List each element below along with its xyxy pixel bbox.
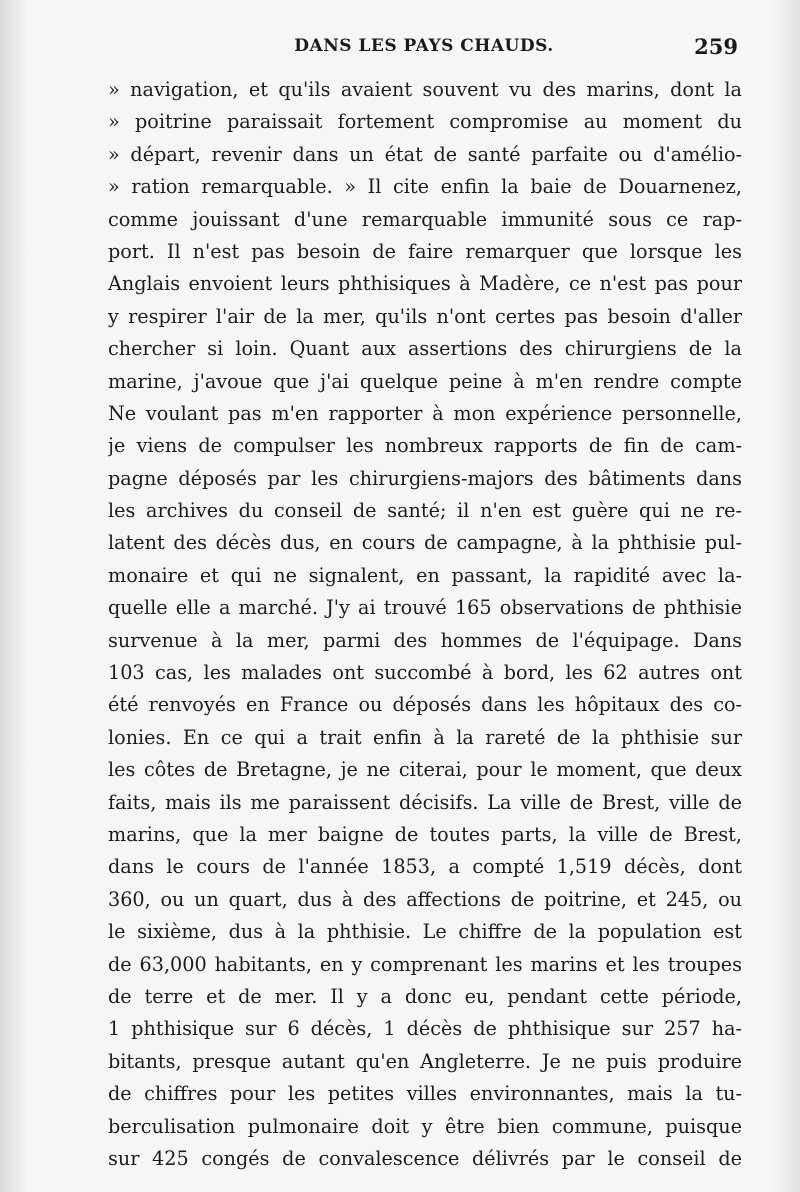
text-line: berculisation pulmonaire doit y être bien commune, puisque <box>108 1114 742 1138</box>
text-line: 103 cas, les malades ont succombé à bord, les 62 autres ont <box>108 661 742 685</box>
text-line: les côtes de Bretagne, je ne citerai, pour le moment, que deux <box>108 758 742 782</box>
text-line: sur 425 congés de convalescence délivrés par le conseil de <box>108 1146 742 1170</box>
page-header <box>108 36 740 66</box>
text-line: » ration remarquable. » Il cite enfin la baie de Douarnenez, <box>108 175 742 199</box>
text-line: monaire et qui ne signalent, en passant, la rapidité avec la- <box>108 563 742 587</box>
page-number: 259 <box>694 34 738 59</box>
text-line: Ne voulant pas m'en rapporter à mon expérience personnelle, <box>108 401 742 425</box>
text-line: y respirer l'air de la mer, qu'ils n'ont certes pas besoin d'aller <box>108 304 742 328</box>
text-line: lonies. En ce qui a trait enfin à la rareté de la phthisie sur <box>108 725 742 749</box>
body-text <box>108 74 742 1175</box>
text-line: comme jouissant d'une remarquable immunité sous ce rap- <box>108 207 742 231</box>
text-line: faits, mais ils me paraissent décisifs. La ville de Brest, ville de <box>108 790 742 814</box>
text-line: bitants, presque autant qu'en Angleterre. Je ne puis produire <box>108 1049 742 1073</box>
text-line: le sixième, dus à la phthisie. Le chiffre de la population est <box>108 920 742 944</box>
text-line: été renvoyés en France ou déposés dans les hôpitaux des co- <box>108 693 742 717</box>
text-line: latent des décès dus, en cours de campagne, à la phthisie pul- <box>108 531 742 555</box>
running-title: DANS LES PAYS CHAUDS. <box>294 36 554 56</box>
text-line: de chiffres pour les petites villes environnantes, mais la tu- <box>108 1082 742 1106</box>
text-line: port. Il n'est pas besoin de faire remarquer que lorsque les <box>108 239 742 263</box>
text-line: 1 phthisique sur 6 décès, 1 décès de phthisique sur 257 ha- <box>108 1017 742 1041</box>
text-line: 360, ou un quart, dus à des affections de poitrine, et 245, ou <box>108 887 742 911</box>
text-line: je viens de compulser les nombreux rapports de fin de cam- <box>108 434 742 458</box>
text-line: pagne déposés par les chirurgiens-majors des bâtiments dans <box>108 466 742 490</box>
text-line: chercher si loin. Quant aux assertions des chirurgiens de la <box>108 337 742 361</box>
text-line: de 63,000 habitants, en y comprenant les marins et les troupes <box>108 952 742 976</box>
text-line: » départ, revenir dans un état de santé parfaite ou d'amélio- <box>108 142 742 166</box>
text-line: » poitrine paraissait fortement compromise au moment du <box>108 110 742 134</box>
text-line: marine, j'avoue que j'ai quelque peine à m'en rendre compte <box>108 369 742 393</box>
text-line: dans le cours de l'année 1853, a compté 1,519 décès, dont <box>108 855 742 879</box>
text-line: quelle elle a marché. J'y ai trouvé 165 observations de phthisie <box>108 596 742 620</box>
text-line: les archives du conseil de santé; il n'en est guère qui ne re- <box>108 499 742 523</box>
text-line: marins, que la mer baigne de toutes parts, la ville de Brest, <box>108 822 742 846</box>
text-line: Anglais envoient leurs phthisiques à Madère, ce n'est pas pour <box>108 272 742 296</box>
text-line: de terre et de mer. Il y a donc eu, pendant cette période, <box>108 984 742 1008</box>
text-line: survenue à la mer, parmi des hommes de l'équipage. Dans <box>108 628 742 652</box>
text-line: » navigation, et qu'ils avaient souvent vu des marins, dont la <box>108 78 742 101</box>
